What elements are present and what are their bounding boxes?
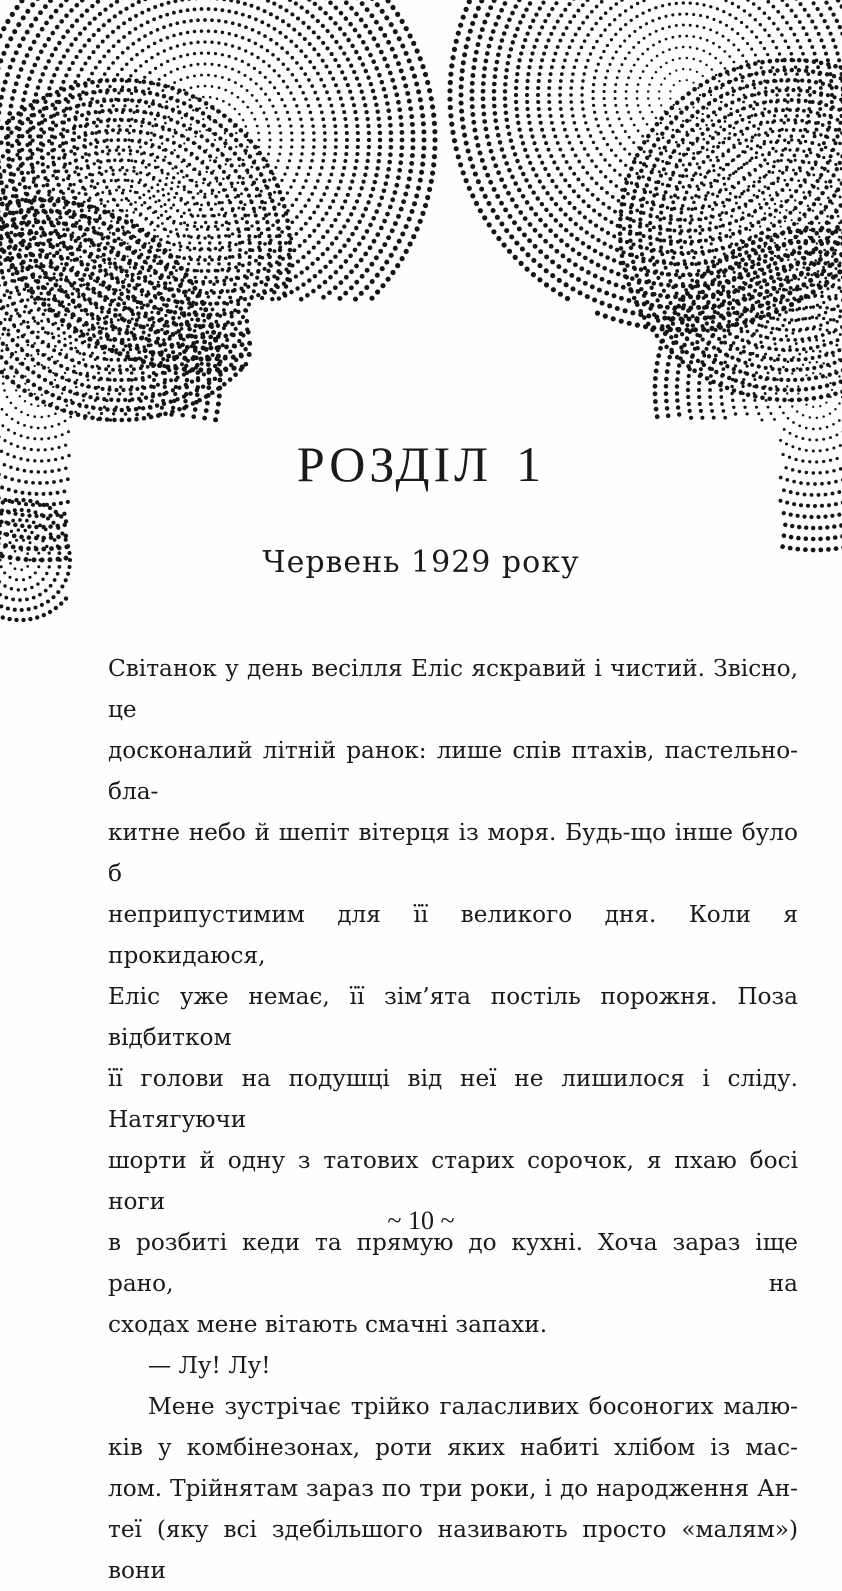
text-line: Світанок у день весілля Еліс яскравий і чистий. Звісно, це — [108, 648, 798, 730]
text-line: Еліс уже немає, її зім’ята постіль порожня. Поза відбитком — [108, 976, 798, 1058]
text-line: китне небо й шепіт вітерця із моря. Будь-що інше було б — [108, 812, 798, 894]
text-line: шорти й одну з татових старих сорочок, я пхаю босі ноги — [108, 1140, 798, 1222]
text-line: сходах мене вітають смачні запахи. — [108, 1304, 798, 1345]
text-line: неприпустимим для її великого дня. Коли я прокидаюся, — [108, 894, 798, 976]
chapter-label: РОЗДІЛ — [297, 436, 492, 492]
text-line: теї (яку всі здебільшого називають просто «малям») вони — [108, 1509, 798, 1591]
text-line: ків у комбінезонах, роти яких набиті хлібом із мас- — [108, 1427, 798, 1468]
chapter-number: 1 — [516, 436, 545, 492]
text-line: лом. Трійнятам зараз по три роки, і до народження Ан- — [108, 1468, 798, 1509]
body-text — [108, 648, 798, 1591]
chapter-subtitle: Червень 1929 року — [0, 545, 842, 580]
text-line: досконалий літній ранок: лише спів птахів, пастельно-бла- — [108, 730, 798, 812]
page-number: ~ 10 ~ — [0, 1206, 842, 1236]
ornament-dots — [0, 0, 842, 622]
text-line: — Лу! Лу! — [108, 1345, 798, 1386]
chapter-heading — [0, 435, 842, 493]
text-line: її голови на подушці від неї не лишилося і сліду. Натягуючи — [108, 1058, 798, 1140]
text-line: Мене зустрічає трійко галасливих босоногих малю- — [108, 1386, 798, 1427]
text-line: в розбиті кеди та прямую до кухні. Хоча зараз іще рано, на — [108, 1222, 798, 1304]
